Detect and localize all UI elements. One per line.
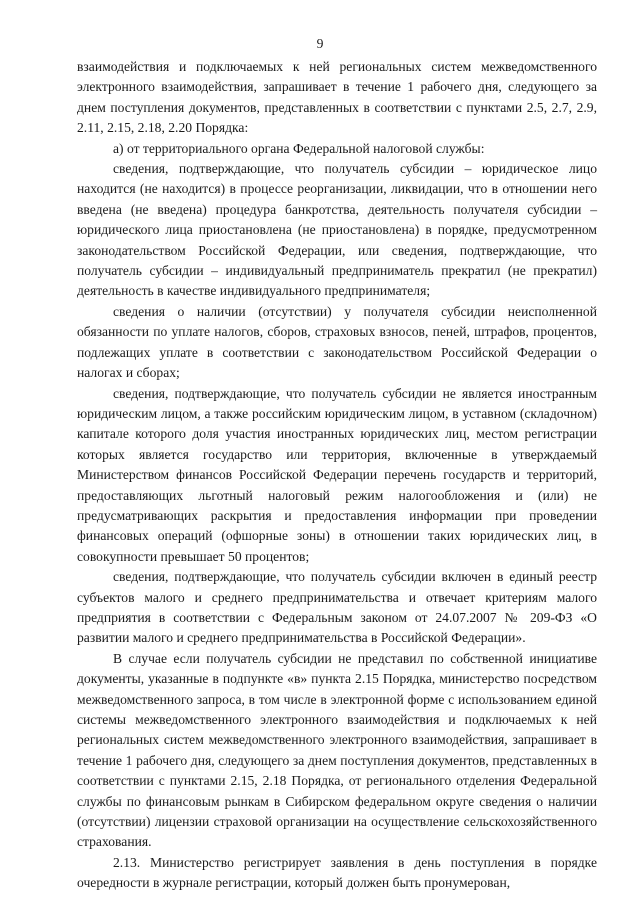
paragraph-continuation: взаимодействия и подключаемых к ней региональных систем межведомственного электронного взаимодействия, запрашивает в течение 1 рабочего дня, следующего за днем поступления документов, представленных в соответствии с пунктами 2.5, 2.7, 2.9, 2.11, 2.15, 2.18, 2.20 Порядка: xyxy=(77,59,597,136)
paragraph-insurance-license: В случае если получатель субсидии не представил по собственной инициативе документы, указанные в подпункте «в» пункта 2.15 Порядка, министерство посредством межведомственного запроса, в том числе в электронной форме с использованием единой системы межведомственного электронного взаимодействия и подключаемых к ней региональных систем межведомственного электронного взаимодействия, запрашивает в течение 1 рабочего дня, следующего за днем поступления документов, представленных в соответствии с пунктами 2.15, 2.18 Порядка, от регионального отделения Федеральной службы по финансовым рынкам в Сибирском федеральном округе сведения о наличии (отсутствии) лицензии страховой организации на осуществление сельскохозяйственного страхования. xyxy=(77,650,597,850)
paragraph-tax-obligations: сведения о наличии (отсутствии) у получателя субсидии неисполненной обязанности по уплате налогов, сборов, страховых взносов, пеней, штрафов, процентов, подлежащих уплате в соответствии с законодательством Российской Федерации о налогах и сборах; xyxy=(77,303,597,381)
document-body xyxy=(77,57,597,894)
paragraph-2-13-registration: 2.13. Министерство регистрирует заявления в день поступления в порядке очередности в журнале регистрации, который должен быть пронумерован, xyxy=(77,854,597,891)
paragraph-reorganization-info: сведения, подтверждающие, что получатель субсидии – юридическое лицо находится (не находится) в процессе реорганизации, ликвидации, что в отношении него введена (не введена) процедура банкротства, деятельность получателя субсидии – юридического лица приостановлена (не приостановлена) в порядке, предусмотренном законодательством Российской Федерации, или сведения, подтверждающие, что получатель субсидии – индивидуальный предприниматель прекратил (не прекратил) деятельность в качестве индивидуального предпринимателя; xyxy=(77,161,597,299)
paragraph-foreign-entity: сведения, подтверждающие, что получатель субсидии не является иностранным юридическим лицом, а также российским юридическим лицом, в уставном (складочном) капитале которого доля участия иностранных юридических лиц, местом регистрации которых является государство или территория, включенные в утверждаемый Министерством финансов Российской Федерации перечень государств и территорий, предоставляющих льготный налоговый режим налогообложения и (или) не предусматривающих раскрытия и предоставления информации при проведении финансовых операций (офшорные зоны) в отношении таких юридических лиц, в совокупности превышает 50 процентов; xyxy=(77,385,597,564)
page-number: 9 xyxy=(316,36,324,51)
paragraph-sme-registry: сведения, подтверждающие, что получатель субсидии включен в единый реестр субъектов малого и среднего предпринимательства и отвечает критериям малого предприятия в соответствии с Федеральным законом от 24.07.2007 № 209-ФЗ «О развитии малого и среднего предпринимательства в Российской Федерации». xyxy=(77,569,597,646)
paragraph-subitem-a: а) от территориального органа Федеральной налоговой службы: xyxy=(113,140,485,156)
